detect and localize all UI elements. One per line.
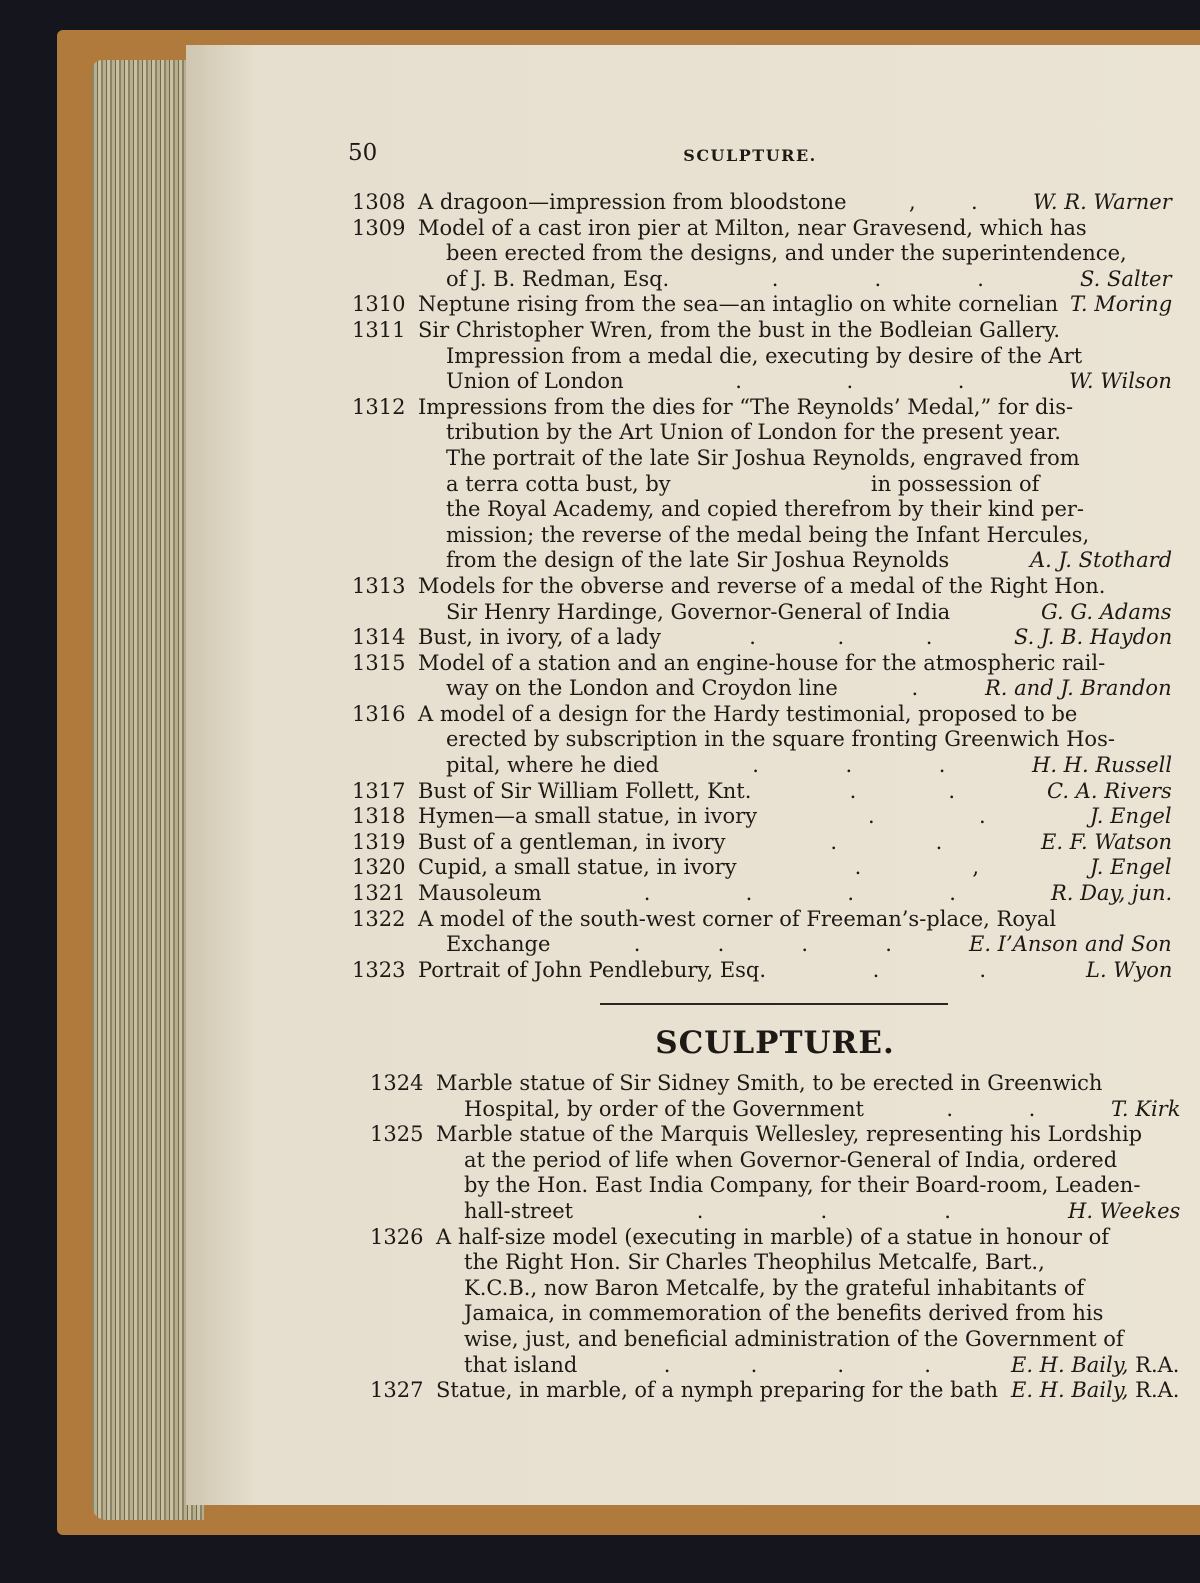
entry-line (352, 855, 1172, 881)
entry-line (352, 830, 1172, 856)
entry-line (352, 881, 1172, 907)
entry-author (1041, 830, 1172, 856)
author-name: A. J. Stothard (1030, 548, 1173, 573)
entry-number: 1314 (352, 625, 406, 650)
entry-author (985, 676, 1172, 702)
entry-text: pital, where he died (446, 753, 659, 778)
entry-line (352, 958, 1172, 984)
entry-text: Cupid, a small statue, in ivory (418, 855, 737, 880)
entry-line (352, 702, 1172, 728)
dot-leader: . (847, 881, 855, 906)
entry-number: 1324 (370, 1071, 424, 1095)
dot-leader: . (885, 932, 892, 957)
dot-leader: . (872, 957, 880, 982)
entry-text: Marble statue of Sir Sidney Smith, to be erected in Greenwich (436, 1071, 1103, 1095)
entry-text: Statue, in marble, of a nymph preparing for the bath (436, 1378, 999, 1403)
catalogue-entry (352, 830, 1172, 856)
entry-text: Models for the obverse and reverse of a medal of the Right Hon. (418, 573, 1106, 598)
entry-text: Model of a station and an engine-house for the atmospheric rail- (418, 650, 1106, 675)
entry-text: Hymen—a small statue, in ivory (418, 804, 758, 829)
catalogue-entry (352, 907, 1172, 958)
author-name: J. Engel (1090, 804, 1172, 829)
entry-line (352, 369, 1172, 395)
dot-leader: . (946, 1096, 954, 1121)
entry-author (1111, 1097, 1180, 1123)
author-name: E. H. Baily, (1011, 1378, 1129, 1403)
dot-leader: . (696, 1198, 704, 1223)
author-name: C. A. Rivers (1047, 778, 1172, 803)
dot-leader: . (820, 1198, 828, 1223)
entry-text: erected by subscription in the square fronting Greenwich Hos- (446, 727, 1115, 752)
entry-text: tribution by the Art Union of London for the present year. (446, 420, 1061, 445)
catalogue-entry (370, 1225, 1180, 1379)
dot-leader: , (972, 855, 980, 880)
entry-number: 1318 (352, 804, 406, 829)
dot-leader: . (837, 1352, 845, 1377)
catalogue-entry (352, 958, 1172, 984)
dot-leader: . (868, 804, 875, 829)
author-suffix: R.A. (1128, 1378, 1180, 1403)
dot-leader: . (752, 753, 759, 778)
entry-line (352, 497, 1172, 523)
dot-leader: . (845, 753, 853, 778)
entry-author (1086, 958, 1172, 984)
entry-text: the Right Hon. Sir Charles Theophilus Metcalfe, Bart., (464, 1250, 1045, 1275)
entry-author (969, 932, 1172, 958)
dot-leader: . (771, 266, 779, 291)
catalogue-entry (352, 190, 1172, 216)
entry-author (1041, 600, 1172, 626)
entry-number: 1316 (352, 701, 406, 726)
entry-line (370, 1301, 1180, 1327)
author-name: W. R. Warner (1033, 190, 1172, 214)
author-name: R. Day, jun. (1051, 881, 1173, 906)
catalogue-entry (352, 804, 1172, 830)
entry-line (352, 190, 1172, 216)
entry-line (352, 753, 1172, 779)
entry-text: Bust, in ivory, of a lady (418, 625, 661, 650)
catalogue-entry (352, 395, 1172, 574)
entry-text: A model of a design for the Hardy testimonial, proposed to be (418, 701, 1078, 726)
author-name: L. Wyon (1086, 957, 1173, 982)
dot-leader: . (949, 881, 956, 906)
entry-line (352, 804, 1172, 830)
entry-author (1047, 779, 1172, 805)
entry-line (352, 548, 1172, 574)
dot-leader: . (745, 881, 753, 906)
entry-number: 1317 (352, 778, 406, 803)
catalogue-entry (352, 216, 1172, 293)
dot-leader: . (971, 190, 978, 214)
entry-text: Neptune rising from the sea—an intaglio on white cornelian (418, 292, 1059, 317)
entry-text: Bust of Sir William Follett, Knt. (418, 778, 752, 803)
entry-text: A half-size model (executing in marble) of a statue in honour of (436, 1224, 1110, 1249)
entry-line (352, 446, 1172, 472)
author-name: S. J. B. Haydon (1014, 625, 1173, 650)
entry-number: 1322 (352, 906, 406, 931)
entry-author (1070, 292, 1172, 318)
catalogue-entry (352, 625, 1172, 651)
author-name: R. and J. Brandon (985, 676, 1172, 701)
catalogue-entry (352, 779, 1172, 805)
dot-leader: . (643, 881, 651, 906)
dot-leader: . (935, 829, 943, 854)
entry-number: 1327 (370, 1378, 424, 1403)
catalogue-entry (352, 651, 1172, 702)
entry-line (370, 1097, 1180, 1123)
entry-text: Impressions from the dies for “The Reynolds’ Medal,” for dis- (418, 394, 1074, 419)
entry-line (352, 625, 1172, 651)
entry-text: Sir Henry Hardinge, Governor-General of India (446, 599, 951, 624)
author-name: G. G. Adams (1041, 599, 1172, 624)
author-name: H. H. Russell (1032, 753, 1173, 778)
entry-author (1011, 1378, 1180, 1404)
dot-leader: . (717, 932, 725, 957)
entry-number: 1323 (352, 957, 406, 982)
entry-line (352, 907, 1172, 933)
entry-line (370, 1199, 1180, 1225)
author-name: E. F. Watson (1041, 829, 1172, 854)
author-name: T. Moring (1070, 292, 1173, 317)
entry-text: The portrait of the late Sir Joshua Reynolds, engraved from (446, 445, 1080, 470)
dot-leader: . (854, 855, 862, 880)
entry-text: Mausoleum (418, 881, 542, 906)
entry-line (370, 1071, 1180, 1097)
catalogue-entry (352, 881, 1172, 907)
dot-leader: , (909, 190, 916, 214)
entry-text: from the design of the late Sir Joshua Reynolds (446, 548, 950, 573)
entry-text: Hospital, by order of the Government (464, 1096, 864, 1121)
dot-leader: . (924, 1352, 931, 1377)
dot-leader: . (735, 369, 742, 394)
dot-leader: . (801, 932, 809, 957)
entry-line (352, 651, 1172, 677)
author-name: S. Salter (1080, 266, 1172, 291)
catalogue-entry (352, 574, 1172, 625)
entry-text: Portrait of John Pendlebury, Esq. (418, 957, 767, 982)
catalogue-entry (352, 292, 1172, 318)
entry-text: Marble statue of the Marquis Wellesley, representing his Lordship (436, 1122, 1143, 1147)
entry-author (1033, 190, 1172, 216)
dot-leader: . (938, 753, 946, 778)
entry-number: 1308 (352, 190, 406, 214)
entry-author (1090, 855, 1172, 881)
dot-leader: . (663, 1352, 671, 1377)
section-rule (600, 1003, 948, 1005)
entry-line (352, 932, 1172, 958)
entry-line (370, 1276, 1180, 1302)
entry-text: the Royal Academy, and copied therefrom by their kind per- (446, 497, 1085, 522)
entry-text: A dragoon—impression from bloodstone (418, 190, 847, 214)
dot-leader: . (1028, 1096, 1036, 1121)
dot-leader: . (849, 778, 857, 803)
dot-leader: . (957, 369, 965, 394)
entry-author (1014, 625, 1172, 651)
entry-line (352, 574, 1172, 600)
entry-text: Exchange (446, 932, 551, 957)
entry-text: Model of a cast iron pier at Milton, near Gravesend, which has (418, 215, 1087, 240)
entry-author (1011, 1353, 1180, 1379)
running-title: SCULPTURE. (683, 146, 817, 165)
entry-text: a terra cotta bust, by in possession of (446, 471, 1040, 496)
entry-text: that island (464, 1352, 578, 1377)
author-name: T. Kirk (1111, 1096, 1181, 1121)
entry-line (352, 395, 1172, 421)
entry-number: 1309 (352, 215, 406, 240)
entry-text: Union of London (446, 369, 624, 394)
entry-author (1090, 804, 1172, 830)
entry-line (370, 1327, 1180, 1353)
entry-number: 1311 (352, 317, 406, 342)
entry-text: of J. B. Redman, Esq. (446, 266, 670, 291)
entry-number: 1313 (352, 573, 406, 598)
entry-line (370, 1173, 1180, 1199)
author-name: E. H. Baily, (1011, 1352, 1129, 1377)
entry-line (352, 420, 1172, 446)
entry-text: Jamaica, in commemoration of the benefits derived from his (464, 1301, 1104, 1326)
entry-line (352, 216, 1172, 242)
entry-text: hall-street (464, 1198, 574, 1223)
entry-author (1069, 369, 1172, 395)
dot-leader: . (750, 1352, 758, 1377)
entry-line (370, 1250, 1180, 1276)
dot-leader: . (948, 778, 956, 803)
catalogue-entry (370, 1071, 1180, 1122)
entry-text: Bust of a gentleman, in ivory (418, 829, 726, 854)
catalogue-entry (352, 318, 1172, 395)
entry-number: 1321 (352, 881, 406, 906)
entry-text: Sir Christopher Wren, from the bust in the Bodleian Gallery. (418, 317, 1061, 342)
dot-leader: . (633, 932, 641, 957)
entries-list-a (352, 190, 1172, 983)
entry-number: 1315 (352, 650, 406, 675)
entry-line (370, 1122, 1180, 1148)
author-name: E. I’Anson and Son (969, 932, 1172, 957)
dot-leader: . (749, 625, 756, 650)
entry-text: A model of the south-west corner of Freeman’s-place, Royal (418, 906, 1057, 931)
entry-author (1080, 267, 1172, 293)
entry-line (352, 318, 1172, 344)
dot-leader: . (846, 369, 854, 394)
entries-list-b (370, 1071, 1180, 1404)
entry-line (370, 1148, 1180, 1174)
author-name: H. Weekes (1068, 1198, 1181, 1223)
entry-text: wise, just, and beneficial administration of the Government of (464, 1326, 1124, 1351)
dot-leader: . (830, 829, 838, 854)
entry-line (370, 1353, 1180, 1379)
entry-author (1051, 881, 1172, 907)
entry-line (370, 1225, 1180, 1251)
dot-leader: . (874, 266, 882, 291)
entry-number: 1326 (370, 1224, 424, 1249)
dot-leader: . (979, 957, 987, 982)
entry-line (352, 241, 1172, 267)
entry-author (1030, 548, 1172, 574)
entry-number: 1312 (352, 394, 406, 419)
entry-text: by the Hon. East India Company, for their Board-room, Leaden- (464, 1173, 1141, 1198)
author-name: J. Engel (1090, 855, 1172, 880)
entry-text: Impression from a medal die, executing by desire of the Art (446, 343, 1083, 368)
entry-line (352, 727, 1172, 753)
entry-text: K.C.B., now Baron Metcalfe, by the grateful inhabitants of (464, 1275, 1085, 1300)
dot-leader: . (979, 804, 986, 829)
entry-line (352, 600, 1172, 626)
dot-leader: . (925, 625, 933, 650)
catalogue-entry (352, 855, 1172, 881)
entry-text: at the period of life when Governor-General of India, ordered (464, 1147, 1118, 1172)
entry-line (352, 779, 1172, 805)
catalogue-entry (370, 1122, 1180, 1224)
author-name: W. Wilson (1069, 369, 1172, 394)
entry-number: 1319 (352, 829, 406, 854)
entry-number: 1325 (370, 1122, 424, 1147)
entry-text: way on the London and Croydon line (446, 676, 838, 701)
entry-text: been erected from the designs, and under the superintendence, (446, 241, 1127, 266)
author-suffix: R.A. (1128, 1352, 1180, 1377)
entry-number: 1310 (352, 292, 406, 317)
entry-author (1032, 753, 1172, 779)
entry-text: mission; the reverse of the medal being the Infant Hercules, (446, 522, 1090, 547)
dot-leader: . (837, 625, 845, 650)
entry-author (1068, 1199, 1180, 1225)
page-number: 50 (348, 140, 378, 166)
dot-leader: . (977, 266, 984, 291)
entry-line (352, 523, 1172, 549)
entry-line (352, 267, 1172, 293)
entry-line (352, 676, 1172, 702)
catalogue-entry (370, 1378, 1180, 1404)
entry-line (352, 472, 1172, 498)
catalogue-entry (352, 702, 1172, 779)
entry-line (352, 344, 1172, 370)
entry-number: 1320 (352, 855, 406, 880)
dot-leader: . (911, 676, 919, 701)
entry-line (352, 292, 1172, 318)
dot-leader: . (944, 1198, 951, 1223)
entry-line (370, 1378, 1180, 1404)
section-title: SCULPTURE. (655, 1025, 895, 1061)
